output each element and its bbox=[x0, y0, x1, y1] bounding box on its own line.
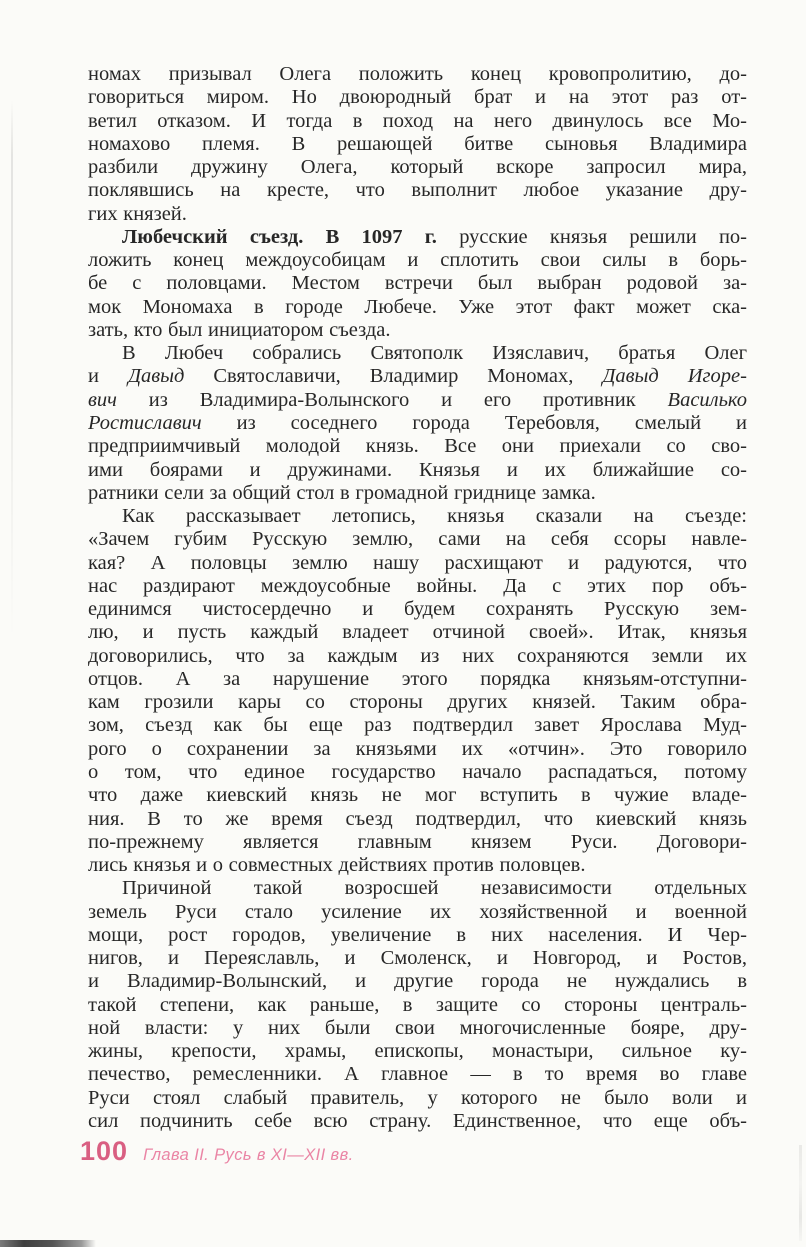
text-line bbox=[88, 575, 747, 598]
body-text: и Владимир-Волынский, и другие города не нуждались в bbox=[88, 970, 747, 993]
text-line bbox=[88, 435, 747, 458]
body-text: номахово племя. В решающей битве сыновья Владимира bbox=[88, 132, 747, 155]
body-text: лись князья и о совместных действиях против половцев. bbox=[88, 854, 586, 877]
page-text bbox=[88, 63, 747, 1133]
body-text: разбили дружину Олега, который вскоре запросил мира, bbox=[88, 156, 747, 179]
body-text: рого о сохранении за князьями их «отчин». Это говорило bbox=[88, 737, 747, 760]
body-text: поклявшись на кресте, что выполнит любое указание дру- bbox=[88, 179, 747, 202]
text-line bbox=[88, 970, 747, 993]
body-text: зать, кто был инициатором съезда. bbox=[88, 318, 391, 341]
text-line bbox=[88, 249, 747, 272]
body-text: печество, ремесленники. А главное — в то время во главе bbox=[88, 1063, 747, 1086]
body-text: говориться миром. Но двоюродный брат и на этот раз от- bbox=[88, 86, 747, 109]
text-line bbox=[88, 877, 747, 900]
body-text: что даже киевский князь не мог вступить в чужие владе- bbox=[88, 784, 747, 807]
text-line bbox=[88, 482, 747, 505]
text-line bbox=[88, 831, 747, 854]
text-line bbox=[88, 296, 747, 319]
scan-bottom-artifact bbox=[0, 1240, 96, 1247]
text-line bbox=[88, 1110, 747, 1133]
text-line bbox=[88, 365, 747, 388]
text-line bbox=[88, 1087, 747, 1110]
text-line bbox=[88, 342, 747, 365]
body-text: нигов, и Переяславль, и Смоленск, и Новгород, и Ростов, bbox=[88, 947, 747, 970]
text-line bbox=[88, 854, 747, 877]
text-line bbox=[88, 714, 747, 737]
text-line bbox=[88, 412, 747, 435]
body-text: предприимчивый молодой князь. Все они приехали со сво- bbox=[88, 435, 747, 458]
body-text: ния. В то же время съезд подтвердил, что киевский князь bbox=[88, 807, 747, 830]
text-line bbox=[88, 668, 747, 691]
text-line bbox=[88, 645, 747, 668]
text-line bbox=[88, 459, 747, 482]
text-line bbox=[88, 389, 747, 412]
text-line bbox=[88, 738, 747, 761]
text-line bbox=[88, 272, 747, 295]
body-text: и bbox=[88, 365, 128, 388]
italic-text: Василько bbox=[667, 388, 747, 411]
text-line bbox=[88, 552, 747, 575]
body-text: единимся чистосердечно и будем сохранять Русскую зем- bbox=[88, 598, 747, 621]
body-text: мощи, рост городов, увеличение в них населения. И Чер- bbox=[88, 923, 747, 946]
text-line bbox=[88, 1063, 747, 1086]
text-line bbox=[88, 528, 747, 551]
italic-text: Давыд Игоре- bbox=[602, 365, 747, 388]
text-line bbox=[88, 621, 747, 644]
scan-right-edge bbox=[799, 1145, 802, 1241]
body-text: договорились, что за каждым из них сохраняются земли их bbox=[88, 644, 747, 667]
bold-text: Любечский съезд. В 1097 г. bbox=[122, 225, 437, 248]
body-text: земель Руси стало усиление их хозяйственной и военной bbox=[88, 900, 747, 923]
page-number: 100 bbox=[80, 1136, 129, 1166]
body-text: ложить конец междоусобицам и сплотить свои силы в борь- bbox=[88, 249, 747, 272]
text-line bbox=[88, 110, 747, 133]
text-line bbox=[88, 761, 747, 784]
body-text: кая? А половцы землю нашу расхищают и радуются, что bbox=[88, 551, 747, 574]
text-line bbox=[88, 133, 747, 156]
body-text: по-прежнему является главным князем Руси. Договори- bbox=[88, 830, 747, 853]
chapter-title: Глава II. Русь в XI—XII вв. bbox=[143, 1146, 354, 1164]
text-line bbox=[88, 947, 747, 970]
italic-text: Ростиславич bbox=[88, 411, 202, 434]
body-text: Причиной такой возросшей независимости отдельных bbox=[122, 877, 747, 900]
italic-text: Давыд bbox=[127, 365, 185, 388]
text-line bbox=[88, 86, 747, 109]
body-text: номах призывал Олега положить конец кровопролитию, до- bbox=[88, 63, 747, 85]
text-line bbox=[88, 994, 747, 1017]
body-text: ветил отказом. И тогда в поход на него двинулось все Мо- bbox=[88, 109, 747, 132]
scan-left-edge bbox=[11, 100, 13, 640]
body-text: сил подчинить себе всю страну. Единственное, что еще объ- bbox=[88, 1109, 747, 1132]
body-text: гих князей. bbox=[88, 202, 187, 225]
body-text: бе с половцами. Местом встречи был выбран родовой за- bbox=[88, 272, 747, 295]
body-text: из соседнего города Теребовля, смелый и bbox=[201, 411, 747, 434]
text-line bbox=[88, 179, 747, 202]
body-text: «Зачем губим Русскую землю, сами на себя ссоры навле- bbox=[88, 528, 747, 551]
text-line bbox=[88, 505, 747, 528]
body-text: жины, крепости, храмы, епископы, монастыри, сильное ку- bbox=[88, 1040, 747, 1063]
text-line bbox=[88, 63, 747, 86]
text-line bbox=[88, 156, 747, 179]
body-text: лю, и пусть каждый владеет отчиной своей». Итак, князья bbox=[88, 621, 747, 644]
body-text: ими боярами и дружинами. Князья и их ближайшие со- bbox=[88, 458, 747, 481]
text-line bbox=[88, 1017, 747, 1040]
text-line bbox=[88, 319, 747, 342]
body-text: нас раздирают междоусобные войны. Да с этих пор объ- bbox=[88, 574, 747, 597]
text-line bbox=[88, 691, 747, 714]
text-line bbox=[88, 784, 747, 807]
text-line bbox=[88, 226, 747, 249]
page-footer bbox=[80, 1136, 700, 1167]
body-text: ратники сели за общий стол в громадной гриднице замка. bbox=[88, 481, 596, 504]
body-text: ной власти: у них были свои многочисленные бояре, дру- bbox=[88, 1016, 747, 1039]
body-text: В Любеч собрались Святополк Изяславич, братья Олег bbox=[122, 342, 747, 365]
text-line bbox=[88, 598, 747, 621]
text-line bbox=[88, 1040, 747, 1063]
body-text: Как рассказывает летопись, князья сказали на съезде: bbox=[122, 505, 747, 528]
body-text: зом, съезд как бы еще раз подтвердил завет Ярослава Муд- bbox=[88, 714, 747, 737]
body-text: кам грозили кары со стороны других князей. Таким обра- bbox=[88, 691, 747, 714]
body-text: отцов. А за нарушение этого порядка князьям-отступни- bbox=[88, 667, 747, 690]
body-text: о том, что единое государство начало распадаться, потому bbox=[88, 760, 747, 783]
body-text: Святославичи, Владимир Мономах, bbox=[184, 365, 603, 388]
body-text: из Владимира-Волынского и его противник bbox=[116, 388, 668, 411]
body-text: русские князья решили по- bbox=[436, 225, 747, 248]
text-line bbox=[88, 924, 747, 947]
body-text: Руси стоял слабый правитель, у которого не было воли и bbox=[88, 1086, 747, 1109]
italic-text: вич bbox=[88, 388, 117, 411]
text-line bbox=[88, 901, 747, 924]
body-text: мок Мономаха в городе Любече. Уже этот факт может ска- bbox=[88, 295, 747, 318]
text-line bbox=[88, 203, 747, 226]
body-text: такой степени, как раньше, в защите со стороны централь- bbox=[88, 993, 747, 1016]
text-line bbox=[88, 808, 747, 831]
